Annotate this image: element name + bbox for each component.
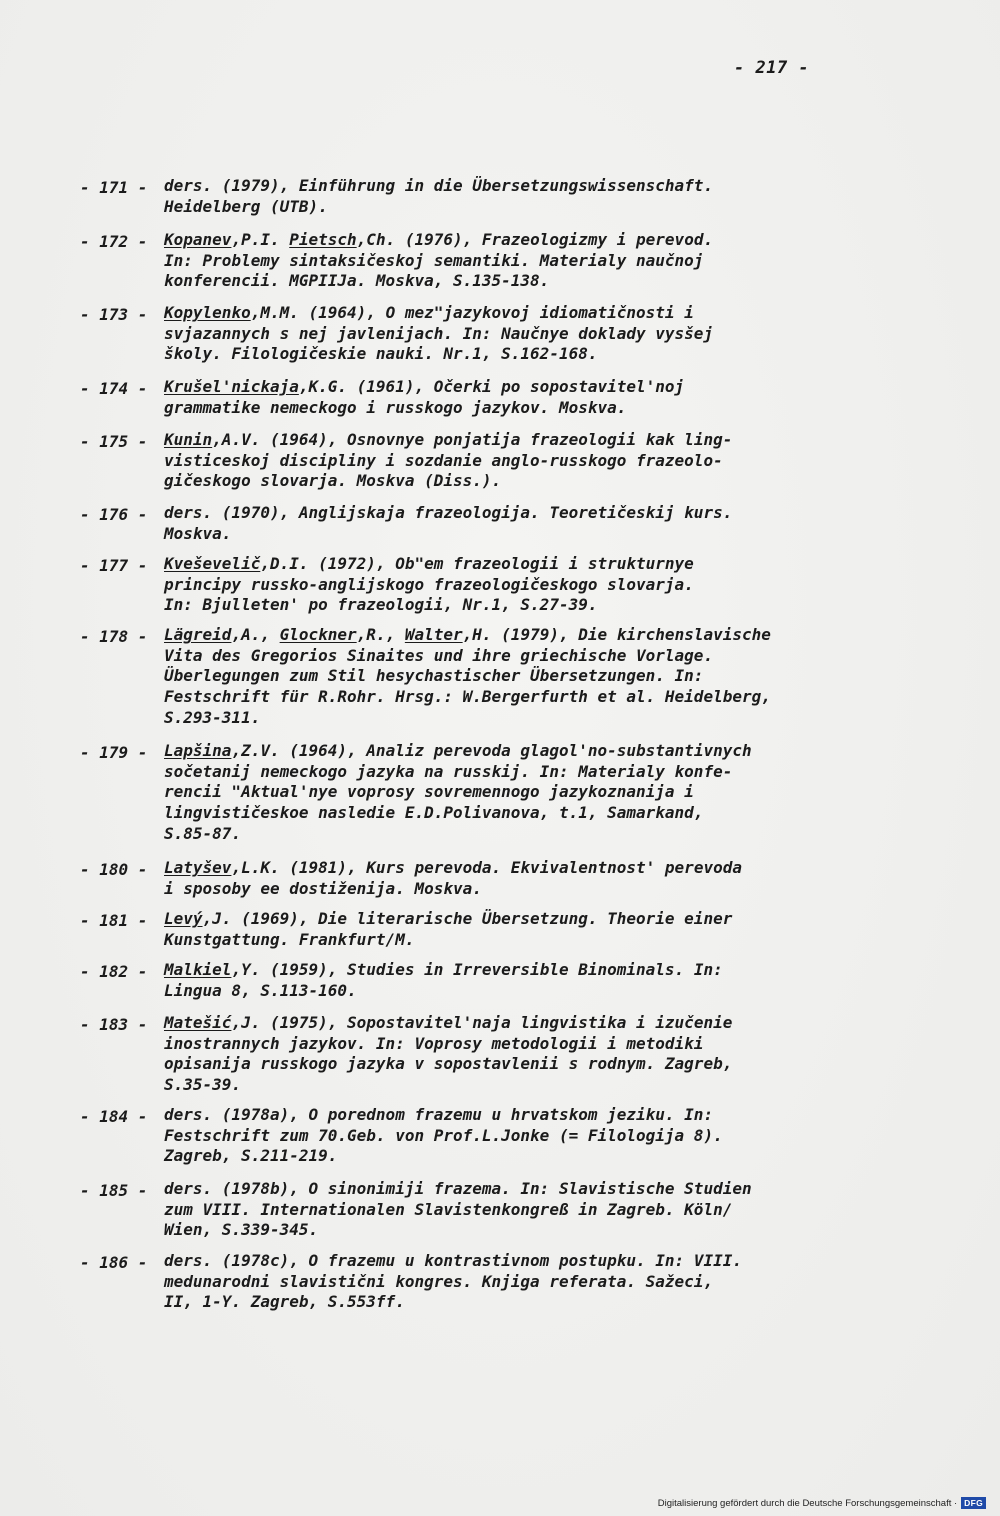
entry-line <box>164 762 732 783</box>
entry-number: - 186 - <box>80 1253 148 1272</box>
entry-line <box>164 687 771 708</box>
footer-text: Digitalisierung gefördert durch die Deutsche Forschungsgemeinschaft · <box>657 1497 958 1509</box>
entry-number: - 180 - <box>80 860 148 879</box>
author-name: Kunin <box>164 430 213 449</box>
entry-number: - 182 - <box>80 962 148 981</box>
entry-line <box>164 1272 713 1293</box>
citation-text: Moskva. <box>164 523 232 543</box>
entry-line <box>164 909 732 930</box>
entry-line <box>164 858 742 879</box>
entry-line <box>164 176 713 197</box>
entry-line <box>164 1075 241 1096</box>
citation-text: školy. Filologičeskie nauki. Nr.1, S.162-168. <box>164 344 598 364</box>
entry-number: - 179 - <box>80 743 148 762</box>
citation-text: ,A., <box>231 625 280 644</box>
entry-line <box>164 197 328 218</box>
entry-line <box>164 960 723 981</box>
citation-text: gičeskogo slovarja. Moskva (Diss.). <box>164 471 502 491</box>
author-name: Matešić <box>164 1013 232 1032</box>
entry-line <box>164 1292 405 1313</box>
citation-text: ,M.M. (1964), O mez"jazykovoj idiomatičnosti i <box>250 303 694 322</box>
entry-line <box>164 803 703 824</box>
citation-text: visticeskoj discipliny i sozdanie anglo-russkogo frazeolo- <box>164 450 723 470</box>
entry-line <box>164 271 549 292</box>
citation-text: Heidelberg (UTB). <box>164 196 328 216</box>
dfg-logo: DFG <box>961 1497 986 1509</box>
entry-number: - 173 - <box>80 305 148 324</box>
citation-text: ,Y. (1959), Studies in Irreversible Binominals. In: <box>231 960 723 979</box>
author-name: Levý <box>164 909 203 928</box>
entry-line <box>164 230 713 251</box>
citation-text: S.293-311. <box>164 707 261 727</box>
author-name: Kveševelič <box>164 554 261 573</box>
citation-text: principy russko-anglijskogo frazeologičeskogo slovarja. <box>164 574 694 594</box>
entry-line <box>164 1034 703 1055</box>
entry-number: - 171 - <box>80 178 148 197</box>
citation-text: Wien, S.339-345. <box>164 1220 319 1240</box>
entry-number: - 175 - <box>80 432 148 451</box>
entry-line <box>164 595 597 616</box>
citation-text: ,J. (1969), Die literarische Übersetzung. Theorie einer <box>202 909 733 928</box>
citation-text: konferencii. MGPIIJa. Moskva, S.135-138. <box>164 271 550 291</box>
citation-text: medunarodni slavistični kongres. Knjiga referata. Sažeci, <box>164 1271 714 1291</box>
citation-text: ,A.V. (1964), Osnovnye ponjatija frazeologii kak ling- <box>212 430 733 449</box>
citation-text: Überlegungen zum Stil hesychastischer Übersetzungen. In: <box>164 666 704 686</box>
entry-line <box>164 1126 723 1147</box>
citation-text: ,D.I. (1972), Ob"em frazeologii i strukturnye <box>260 554 694 573</box>
citation-text: i sposoby ee dostiženija. Moskva. <box>164 878 482 898</box>
entry-number: - 177 - <box>80 556 148 575</box>
entry-line <box>164 708 260 729</box>
citation-text: Zagreb, S.211-219. <box>164 1146 338 1166</box>
entry-line <box>164 377 684 398</box>
entry-line <box>164 741 752 762</box>
entry-line <box>164 1251 742 1272</box>
entry-number: - 172 - <box>80 232 148 251</box>
entry-line <box>164 503 732 524</box>
citation-text: Festschrift zum 70.Geb. von Prof.L.Jonke (= Filologija 8). <box>164 1125 723 1145</box>
citation-text: ,Z.V. (1964), Analiz perevoda glagol'no-substantivnych <box>231 741 752 760</box>
citation-text: Festschrift für R.Rohr. Hrsg.: W.Bergerfurth et al. Heidelberg, <box>164 687 771 707</box>
entry-line <box>164 398 626 419</box>
author-name: Krušel'nickaja <box>164 377 299 396</box>
citation-text: ,K.G. (1961), Očerki po sopostavitel'noj <box>298 377 685 396</box>
page-number: - 217 - <box>734 58 810 78</box>
entry-line <box>164 981 357 1002</box>
author-name: Lapšina <box>164 741 232 760</box>
entry-line <box>164 554 694 575</box>
citation-text: In: Problemy sintaksičeskoj semantiki. Materialy naučnoj <box>164 250 704 270</box>
citation-text: ,L.K. (1981), Kurs perevoda. Ekvivalentnost' perevoda <box>231 858 742 877</box>
entry-number: - 184 - <box>80 1107 148 1126</box>
entry-line <box>164 471 501 492</box>
entry-line <box>164 1146 337 1167</box>
citation-text: II, 1-Y. Zagreb, S.553ff. <box>164 1292 405 1312</box>
entry-number: - 174 - <box>80 379 148 398</box>
citation-text: ,J. (1975), Sopostavitel'naja lingvistika i izučenie <box>231 1013 733 1032</box>
entry-line <box>164 575 694 596</box>
citation-text: inostrannych jazykov. In: Voprosy metodologii i metodiki <box>164 1033 704 1053</box>
entry-line <box>164 879 482 900</box>
footer <box>658 1496 986 1510</box>
citation-text: lingvističeskoe nasledie E.D.Polivanova, t.1, Samarkand, <box>164 803 704 823</box>
citation-text: ders. (1978c), O frazemu u kontrastivnom postupku. In: VIII. <box>164 1251 742 1270</box>
citation-text: ders. (1978a), O porednom frazemu u hrvatskom jeziku. In: <box>164 1105 714 1124</box>
author-name: Glockner <box>279 625 357 644</box>
citation-text: ,H. (1979), Die kirchenslavische <box>462 625 771 644</box>
entry-line <box>164 1220 318 1241</box>
citation-text: zum VIII. Internationalen Slavistenkongreß in Zagreb. Köln/ <box>164 1199 733 1219</box>
citation-text: ders. (1970), Anglijskaja frazeologija. Teoretičeskij kurs. <box>164 503 733 522</box>
entry-line <box>164 1013 732 1034</box>
entry-line <box>164 1179 752 1200</box>
citation-text: opisanija russkogo jazyka v sopostavlenii s rodnym. Zagreb, <box>164 1054 733 1074</box>
citation-text: ,P.I. <box>231 230 290 249</box>
entry-line <box>164 1105 713 1126</box>
entry-number: - 176 - <box>80 505 148 524</box>
citation-text: ders. (1978b), O sinonimiji frazema. In: Slavistische Studien <box>164 1179 752 1198</box>
entry-line <box>164 303 694 324</box>
author-name: Pietsch <box>289 230 357 249</box>
author-name: Lägreid <box>164 625 232 644</box>
citation-text: Lingua 8, S.113-160. <box>164 980 357 1000</box>
entry-line <box>164 251 703 272</box>
entry-line <box>164 646 713 667</box>
entry-line <box>164 524 231 545</box>
author-name: Walter <box>404 625 463 644</box>
citation-text: Kunstgattung. Frankfurt/M. <box>164 929 415 949</box>
citation-text: Vita des Gregorios Sinaites und ihre griechische Vorlage. <box>164 645 714 665</box>
citation-text: ,R., <box>356 625 405 644</box>
entry-line <box>164 625 771 646</box>
entry-line <box>164 324 713 345</box>
citation-text: grammatike nemeckogo i russkogo jazykov. Moskva. <box>164 397 627 417</box>
entry-number: - 181 - <box>80 911 148 930</box>
author-name: Kopylenko <box>164 303 251 322</box>
citation-text: svjazannych s nej javlenijach. In: Naučnye doklady vysšej <box>164 323 714 343</box>
citation-text: rencii "Aktual'nye voprosy sovremennogo jazykoznanija i <box>164 782 694 802</box>
entry-line <box>164 344 597 365</box>
citation-text: ,Ch. (1976), Frazeologizmy i perevod. <box>356 230 714 249</box>
entry-line <box>164 824 241 845</box>
entry-line <box>164 666 703 687</box>
citation-text: S.35-39. <box>164 1075 242 1095</box>
citation-text: sočetanij nemeckogo jazyka na russkij. In: Materialy konfe- <box>164 761 733 781</box>
entry-line <box>164 782 694 803</box>
author-name: Malkiel <box>164 960 232 979</box>
entry-line <box>164 1200 732 1221</box>
entry-line <box>164 451 723 472</box>
author-name: Kopanev <box>164 230 232 249</box>
entry-line <box>164 430 732 451</box>
citation-text: S.85-87. <box>164 823 242 843</box>
entry-line <box>164 930 414 951</box>
entry-number: - 183 - <box>80 1015 148 1034</box>
citation-text: In: Bjulleten' po frazeologii, Nr.1, S.27-39. <box>164 595 598 615</box>
author-name: Latyšev <box>164 858 232 877</box>
entry-number: - 178 - <box>80 627 148 646</box>
citation-text: ders. (1979), Einführung in die Übersetzungswissenschaft. <box>164 176 714 195</box>
entry-line <box>164 1054 732 1075</box>
entry-number: - 185 - <box>80 1181 148 1200</box>
